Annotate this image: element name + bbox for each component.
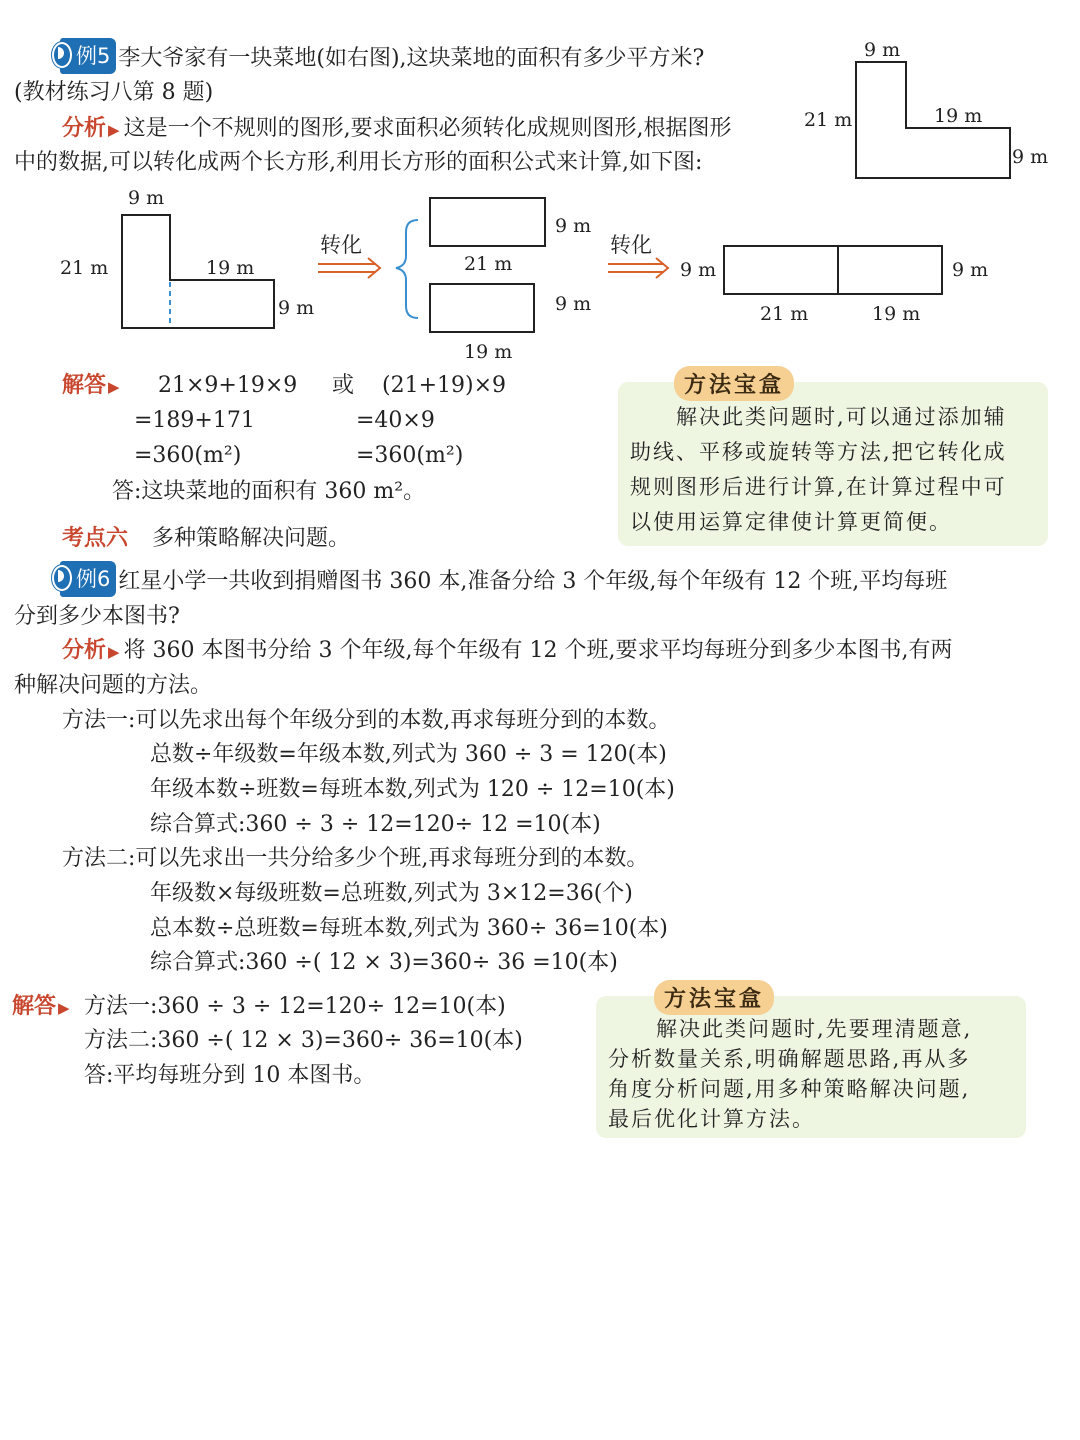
kaodian-label: 考点六 xyxy=(62,526,129,551)
box1-line: 以使用运算定律使计算更简便。 xyxy=(630,510,952,534)
rect1-bottom: 21 m xyxy=(464,253,513,275)
sol-or: 或 xyxy=(332,373,355,398)
ex5-question xyxy=(60,38,704,76)
ex6-question-line1: 红星小学一共收到捐赠图书 360 本,准备分给 3 个年级,每个年级有 12 个班,平均每班 xyxy=(118,569,948,594)
fig-inner-label: 19 m xyxy=(934,105,983,127)
rect2-right: 9 m xyxy=(555,293,592,315)
sol-b1: (21+19)×9 xyxy=(382,373,507,398)
rect1-right: 9 m xyxy=(555,215,592,237)
ex6-question-line2: 分到多少本图书? xyxy=(14,604,180,629)
arrow2-label: 转化 xyxy=(610,233,652,257)
method-box-1-text xyxy=(630,400,1007,540)
diagram-l-inner: 19 m xyxy=(206,257,255,279)
ex6-analysis-line1: 将 360 本图书分给 3 个年级,每个年级有 12 个班,要求平均每班分到多少本图书,有两 xyxy=(123,638,953,663)
rect-21-by-9 xyxy=(430,198,545,246)
long-bottom1: 21 m xyxy=(760,303,809,325)
diagram-l-left: 21 m xyxy=(60,257,109,279)
ex6-analysis xyxy=(62,634,953,669)
brace-icon xyxy=(396,220,418,318)
triangle-icon: ▶ xyxy=(108,643,120,661)
ex5-transform-diagram xyxy=(50,180,1010,365)
ex6-ans-line1: 方法一:360 ÷ 3 ÷ 12=120÷ 12=10(本) xyxy=(84,994,506,1019)
triangle-icon: ▶ xyxy=(58,999,70,1017)
long-bottom2: 19 m xyxy=(872,303,921,325)
ex6-answer-label: 解答 xyxy=(12,994,57,1019)
method2-line2: 总本数÷总班数=每班本数,列式为 360÷ 36=10(本) xyxy=(150,916,668,941)
method-box-1-title: 方法宝盒 xyxy=(674,366,794,401)
double-arrow-icon xyxy=(318,258,380,278)
fig-right-label: 9 m xyxy=(1012,146,1049,168)
rect-19-by-9 xyxy=(430,284,534,332)
method1-line3: 综合算式:360 ÷ 3 ÷ 12=120÷ 12 =10(本) xyxy=(150,812,601,837)
method-box-2-text xyxy=(608,1014,972,1134)
rect2-bottom: 19 m xyxy=(464,341,513,363)
ex5-final-answer: 答:这块菜地的面积有 360 m²。 xyxy=(112,479,426,504)
fig-left-label: 21 m xyxy=(804,109,853,131)
ex6-question xyxy=(60,561,947,599)
ex5-answer-label: 解答 xyxy=(62,373,107,398)
method2-line3: 综合算式:360 ÷( 12 × 3)=360÷ 36 =10(本) xyxy=(150,950,618,975)
ex5-analysis xyxy=(62,112,732,147)
box2-line: 角度分析问题,用多种策略解决问题, xyxy=(608,1077,971,1101)
triangle-icon: ▶ xyxy=(108,121,120,139)
fig-top-label: 9 m xyxy=(864,39,901,61)
kaodian-text: 多种策略解决问题。 xyxy=(152,526,351,551)
combined-rect xyxy=(724,246,942,294)
sol-a2: =189+171 xyxy=(134,408,255,433)
box1-line: 规则图形后进行计算,在计算过程中可 xyxy=(630,475,1007,499)
ex5-analysis-label: 分析 xyxy=(62,116,107,141)
method2-line1: 年级数×每级班数=总班数,列式为 3×12=36(个) xyxy=(150,881,633,906)
method1-line2: 年级本数÷班数=每班本数,列式为 120 ÷ 12=10(本) xyxy=(150,777,675,802)
sol-a3: =360(m²) xyxy=(134,443,242,468)
ex5-answer-label-row xyxy=(62,369,124,404)
ex5-question-line1: 李大爷家有一块菜地(如右图),这块菜地的面积有多少平方米? xyxy=(118,46,705,71)
ex6-analysis-line2: 种解决问题的方法。 xyxy=(14,673,213,698)
ex6-ans-line2: 方法二:360 ÷( 12 × 3)=360÷ 36=10(本) xyxy=(84,1028,523,1053)
box2-line: 分析数量关系,明确解题思路,再从多 xyxy=(608,1047,971,1071)
long-left: 9 m xyxy=(680,259,717,281)
ex6-ans-line3: 答:平均每班分到 10 本图书。 xyxy=(84,1063,376,1088)
method-box-2-title: 方法宝盒 xyxy=(654,980,774,1015)
ex6-answer-label-row xyxy=(12,990,74,1025)
method1-title: 方法一:可以先求出每个年级分到的本数,再求每班分到的本数。 xyxy=(62,708,671,733)
box2-line: 最后优化计算方法。 xyxy=(608,1107,815,1131)
sol-b3: =360(m²) xyxy=(356,443,464,468)
box2-line: 解决此类问题时,先要理清题意, xyxy=(656,1017,973,1041)
ex5-field-figure xyxy=(800,30,1070,190)
ex5-analysis-line2: 中的数据,可以转化成两个长方形,利用长方形的面积公式来计算,如下图: xyxy=(14,150,703,175)
long-right: 9 m xyxy=(952,259,989,281)
diagram-l-top: 9 m xyxy=(128,187,165,209)
double-arrow-icon xyxy=(608,258,668,278)
ex5-tag: 例5 xyxy=(60,38,116,74)
box1-line: 助线、平移或旋转等方法,把它转化成 xyxy=(630,440,1007,464)
ex6-tag: 例6 xyxy=(60,561,116,597)
ex5-analysis-line1: 这是一个不规则的图形,要求面积必须转化成规则图形,根据图形 xyxy=(123,116,732,141)
ex5-question-line2: (教材练习八第 8 题) xyxy=(14,80,214,105)
diagram-l-right: 9 m xyxy=(278,297,315,319)
kaodian-row xyxy=(62,522,350,556)
sol-a1: 21×9+19×9 xyxy=(158,373,298,398)
arrow1-label: 转化 xyxy=(320,233,362,257)
sol-b2: =40×9 xyxy=(356,408,435,433)
method2-title: 方法二:可以先求出一共分给多少个班,再求每班分到的本数。 xyxy=(62,846,649,871)
ex6-analysis-label: 分析 xyxy=(62,638,107,663)
box1-line: 解决此类问题时,可以通过添加辅 xyxy=(676,405,1007,429)
method1-line1: 总数÷年级数=年级本数,列式为 360 ÷ 3 = 120(本) xyxy=(150,742,667,767)
triangle-icon: ▶ xyxy=(108,378,120,396)
